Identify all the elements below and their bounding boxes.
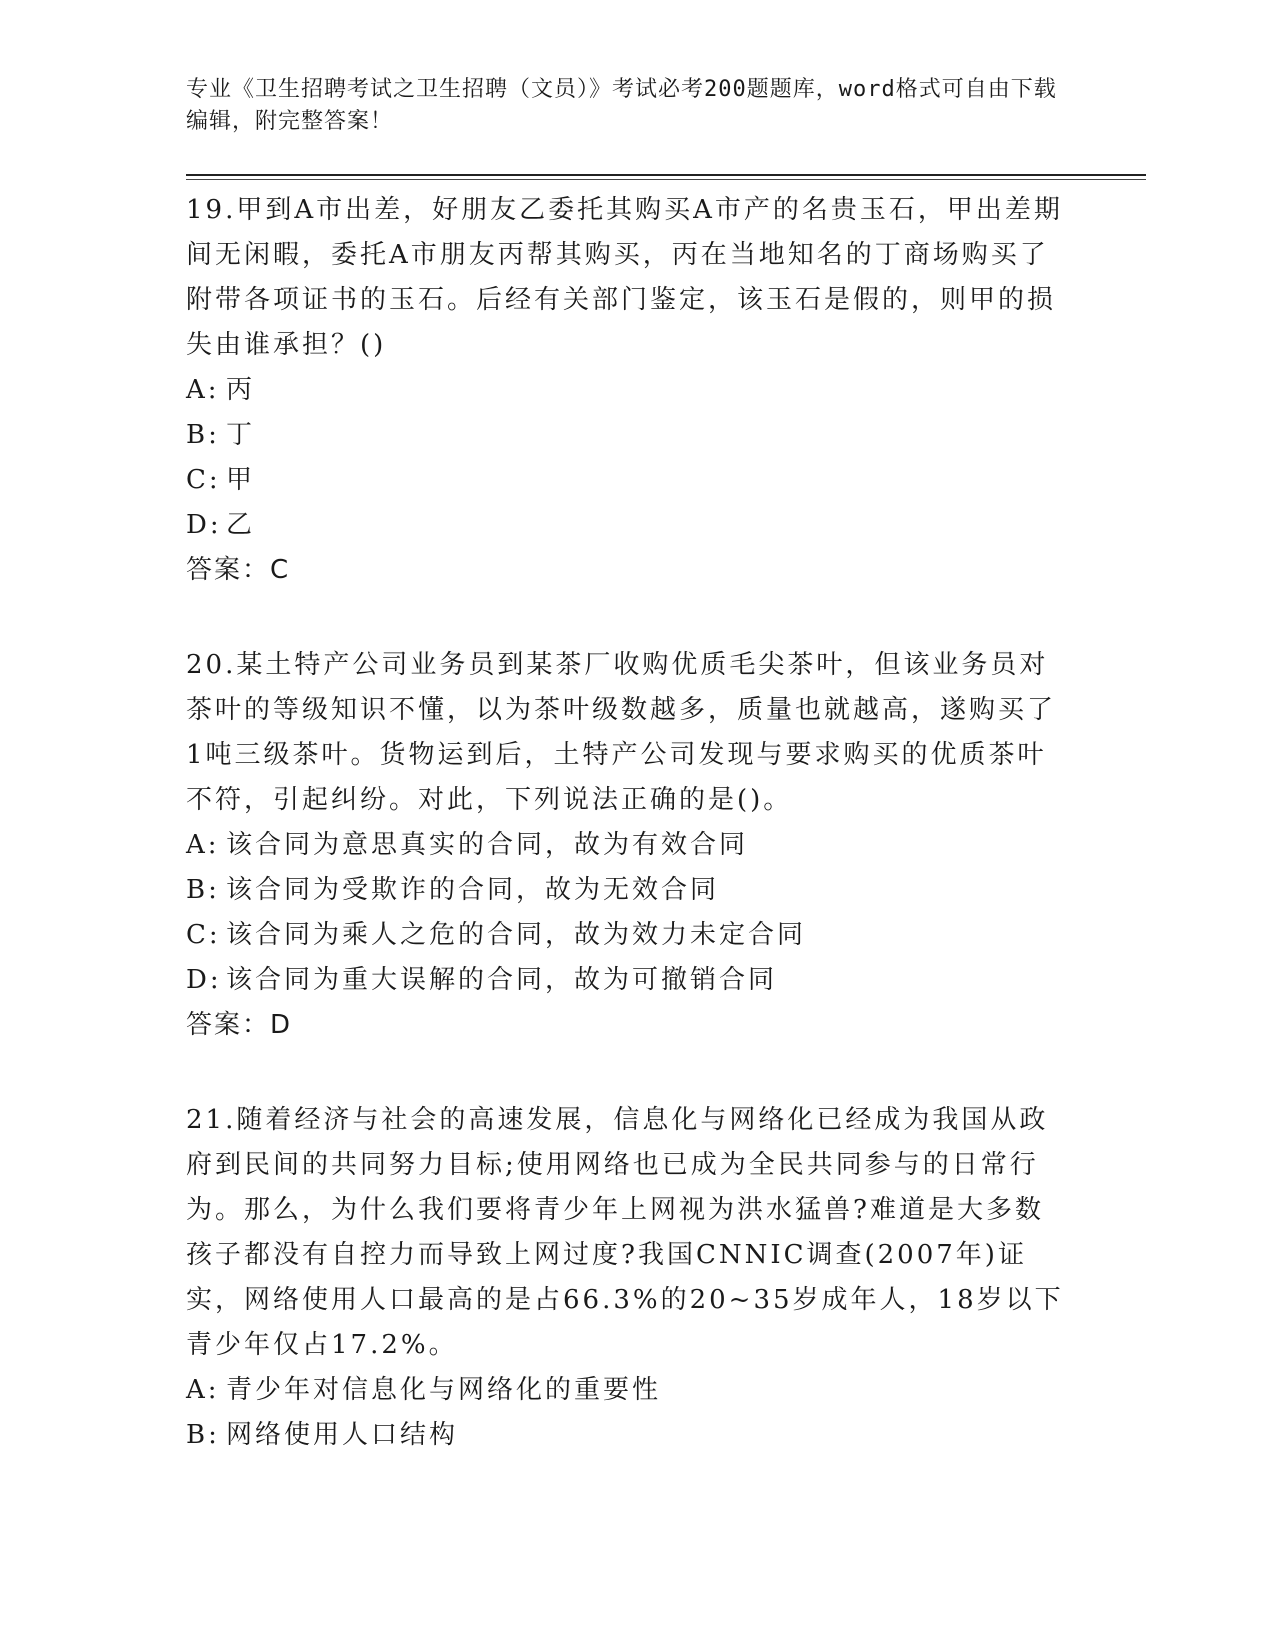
option-text: 丁 [226,420,256,450]
option-letter: C: [186,920,221,950]
option-a [186,368,1146,413]
question-text: 21.随着经济与社会的高速发展，信息化与网络化已经成为我国从政府到民间的共同努力目标;使用网络也已成为全民共同参与的日常行为。那么，为什么我们要将青少年上网视为洪水猛兽?难道是大多数孩子都没有自控力而导致上网过度?我国CNNIC调查(2007年)证实，网络使用人口最高的是占66.3%的20~35岁成年人，18岁以下青少年仅占17.2%。 [186,1105,1064,1360]
option-text: 青少年对信息化与网络化的重要性 [226,1375,662,1405]
option-text: 该合同为意思真实的合同，故为有效合同 [226,830,749,860]
option-b [186,413,1146,458]
option-letter: D: [186,510,222,540]
option-letter: A: [186,1375,220,1405]
option-c [186,458,1146,503]
option-text: 甲 [226,465,256,495]
option-text: 乙 [226,510,256,540]
question-20 [186,643,1146,1048]
option-d [186,958,1146,1003]
option-letter: C: [186,465,221,495]
answer-text: 答案：C [186,555,291,585]
option-letter: D: [186,965,222,995]
question-text: 20.某土特产公司业务员到某茶厂收购优质毛尖茶叶，但该业务员对茶叶的等级知识不懂，以为茶叶级数越多，质量也就越高，遂购买了1吨三级茶叶。货物运到后，土特产公司发现与要求购买的优质茶叶不符，引起纠纷。对此，下列说法正确的是()。 [186,650,1057,815]
option-b [186,868,1146,913]
document-header: 专业《卫生招聘考试之卫生招聘（文员）》考试必考200题题库，word格式可自由下载编辑，附完整答案！ [186,77,1057,134]
document-page [186,74,1146,1458]
option-letter: B: [186,420,220,450]
option-text: 该合同为重大误解的合同，故为可撤销合同 [226,965,778,995]
option-letter: B: [186,875,220,905]
answer-text: 答案：D [186,1010,293,1040]
option-letter: B: [186,1420,220,1450]
header-divider-thin [186,179,1146,180]
option-text: 该合同为乘人之危的合同，故为效力未定合同 [226,920,807,950]
option-text: 该合同为受欺诈的合同，故为无效合同 [226,875,720,905]
option-c [186,913,1146,958]
option-letter: A: [186,830,220,860]
header-divider-thick [186,174,1146,176]
option-d [186,503,1146,548]
option-a [186,823,1146,868]
question-text: 19.甲到A市出差，好朋友乙委托其购买A市产的名贵玉石，甲出差期间无闲暇，委托A市朋友丙帮其购买，丙在当地知名的丁商场购买了附带各项证书的玉石。后经有关部门鉴定，该玉石是假的，则甲的损失由谁承担？() [186,195,1063,360]
question-19 [186,188,1146,593]
question-21 [186,1098,1146,1458]
question-spacer [186,593,1146,635]
option-text: 网络使用人口结构 [226,1420,459,1450]
option-letter: A: [186,375,220,405]
question-spacer [186,1048,1146,1090]
option-b [186,1413,1146,1458]
option-a [186,1368,1146,1413]
option-text: 丙 [226,375,256,405]
